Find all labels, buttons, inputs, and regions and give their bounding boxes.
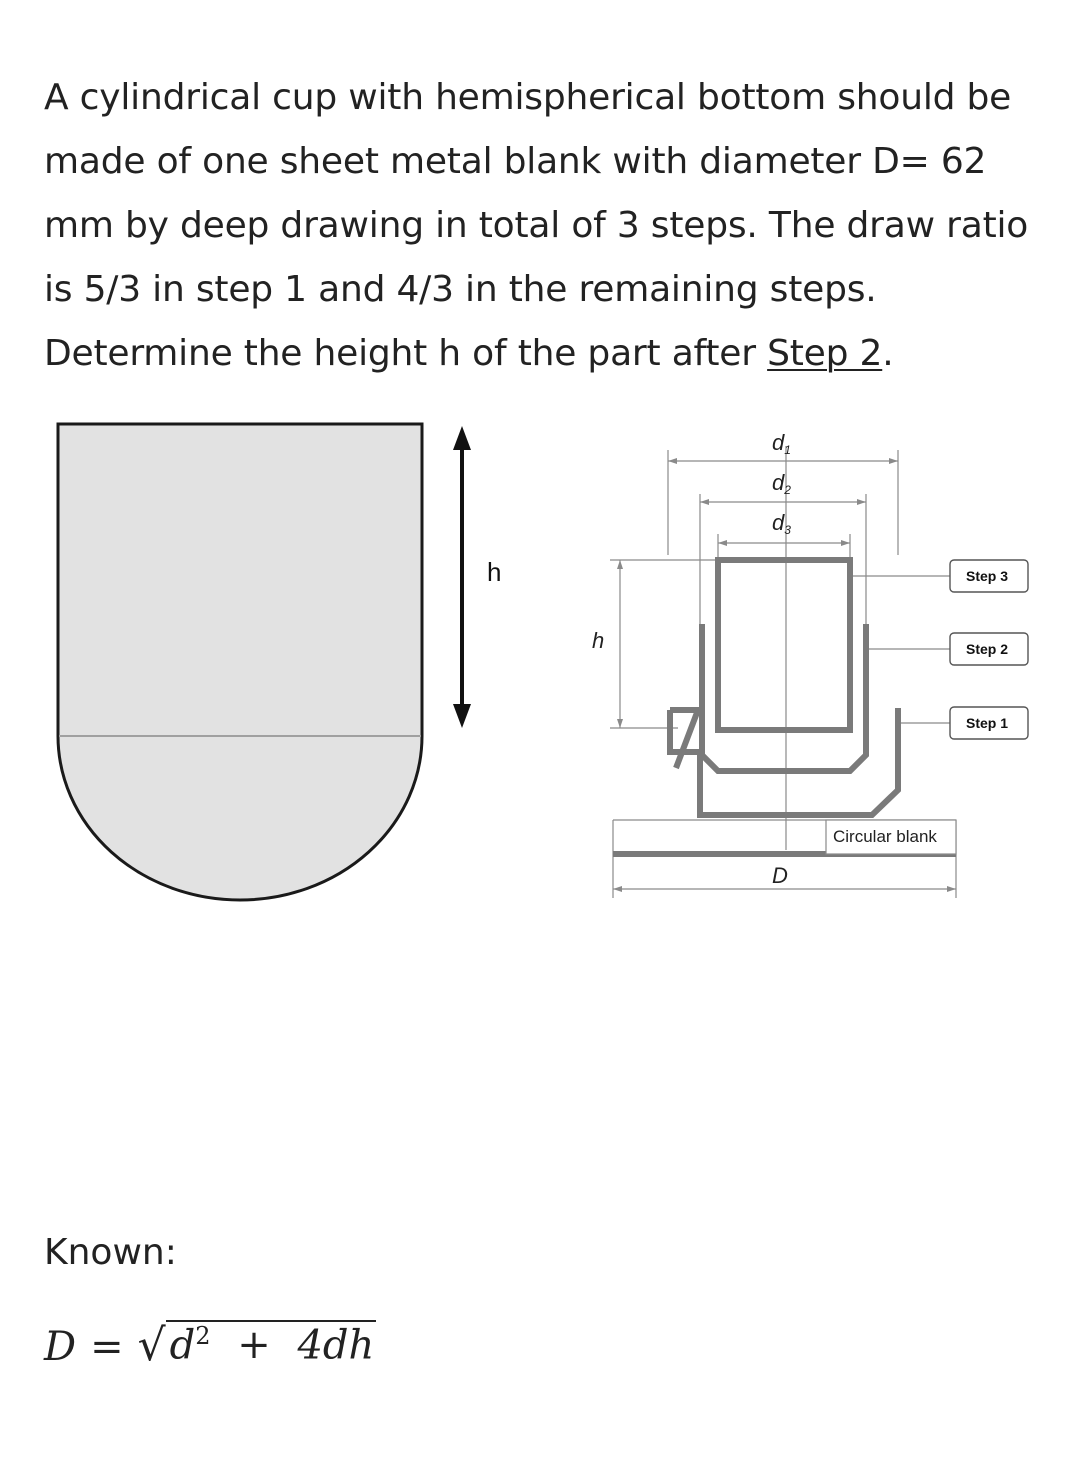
step-1-label: Step 1 [966,715,1009,731]
square-root [138,1320,377,1371]
step-2-underlined: Step 2 [767,333,883,374]
cup-outline [58,424,422,900]
arrow-up-icon [453,426,471,450]
problem-text: A cylindrical cup with hemispherical bottom should be made of one sheet metal blank with diameter D= 62 mm by deep drawing in total of 3 steps. The draw ratio is 5/3 in step 1 and 4/3 in the remaining steps. Determine the height h of the part after [44,77,1029,374]
radicand [166,1320,377,1368]
problem-text-end: . [882,333,894,374]
formula-plus: + [237,1322,271,1369]
process-figure [592,410,1080,910]
step-2-cup [702,624,866,771]
formula-equals: = [90,1324,124,1370]
known-heading: Known: [44,1232,177,1273]
problem-statement [44,66,1044,386]
blank-diameter-formula [44,1320,376,1371]
step-3-label: Step 3 [966,568,1009,584]
cup-height-label: h [487,557,502,587]
formula-lhs: D [44,1324,77,1370]
step-3-cup [718,560,850,730]
d2-label: d2 [772,470,791,497]
formula-d: d [169,1322,196,1369]
drawn-cups [670,560,898,815]
radical-sign: √ [137,1320,166,1371]
d3-label: d3 [772,510,791,537]
d1-label: d1 [772,430,791,457]
formula-term: 4dh [297,1322,375,1369]
circular-blank-label: Circular blank [833,827,937,846]
h-label: h [592,628,605,653]
step-2-label: Step 2 [966,641,1009,657]
step-1-flange [670,710,698,768]
formula-exponent: 2 [195,1322,211,1350]
D-label: D [772,863,788,888]
arrow-down-icon [453,704,471,728]
cup-figure [0,410,540,910]
